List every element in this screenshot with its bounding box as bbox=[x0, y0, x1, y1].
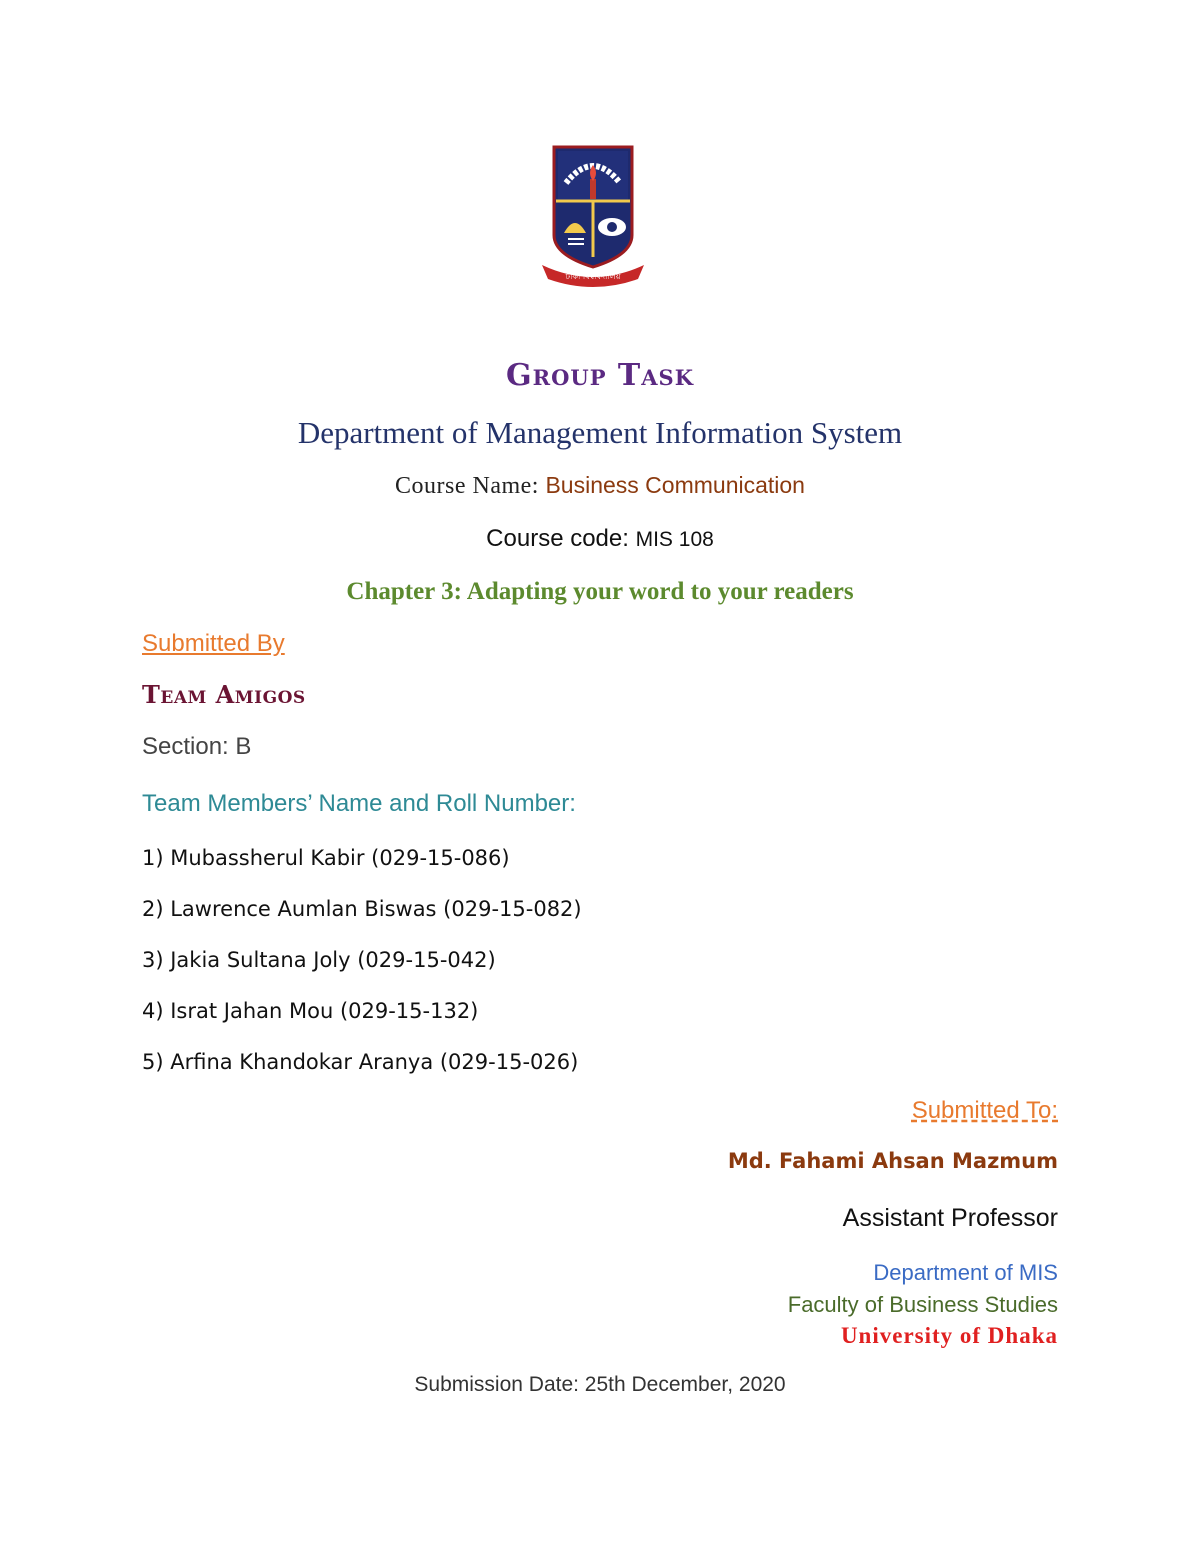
course-code-value: MIS 108 bbox=[635, 528, 714, 551]
document-title: Group Task bbox=[506, 358, 694, 393]
team-name: Team Amigos bbox=[142, 680, 306, 709]
submitted-to-label: Submitted To: bbox=[911, 1097, 1058, 1124]
university-crest-logo bbox=[540, 143, 646, 288]
chapter-title: Chapter 3: Adapting your word to your readers bbox=[346, 578, 854, 605]
course-code-line bbox=[0, 525, 1200, 553]
submission-date: Submission Date: 25th December, 2020 bbox=[414, 1373, 786, 1396]
course-name-label: Course Name: bbox=[395, 473, 546, 499]
member-item: 2) Lawrence Aumlan Biswas (029-15-082) bbox=[142, 897, 582, 921]
teacher-department: Department of MIS bbox=[873, 1260, 1058, 1285]
member-item: 4) Israt Jahan Mou (029-15-132) bbox=[142, 999, 479, 1023]
member-item: 5) Arfina Khandokar Aranya (029-15-026) bbox=[142, 1050, 579, 1074]
course-code-label: Course code: bbox=[486, 525, 636, 552]
teacher-name: Md. Fahami Ahsan Mazmum bbox=[727, 1149, 1058, 1173]
ribbon-text: ঢাকা বিশ্ববিদ্যালয় bbox=[565, 272, 621, 281]
member-item: 1) Mubassherul Kabir (029-15-086) bbox=[142, 846, 510, 870]
course-name-line bbox=[0, 472, 1200, 500]
submitted-by-label: Submitted By bbox=[142, 630, 285, 657]
teacher-faculty: Faculty of Business Studies bbox=[787, 1292, 1058, 1317]
teacher-designation: Assistant Professor bbox=[842, 1204, 1058, 1232]
department-name: Department of Management Information System bbox=[297, 415, 903, 450]
section-label: Section: B bbox=[142, 733, 252, 760]
course-name-value: Business Communication bbox=[545, 472, 805, 498]
teacher-university: University of Dhaka bbox=[840, 1323, 1058, 1348]
member-item: 3) Jakia Sultana Joly (029-15-042) bbox=[142, 948, 496, 972]
members-heading: Team Members’ Name and Roll Number: bbox=[142, 790, 576, 817]
